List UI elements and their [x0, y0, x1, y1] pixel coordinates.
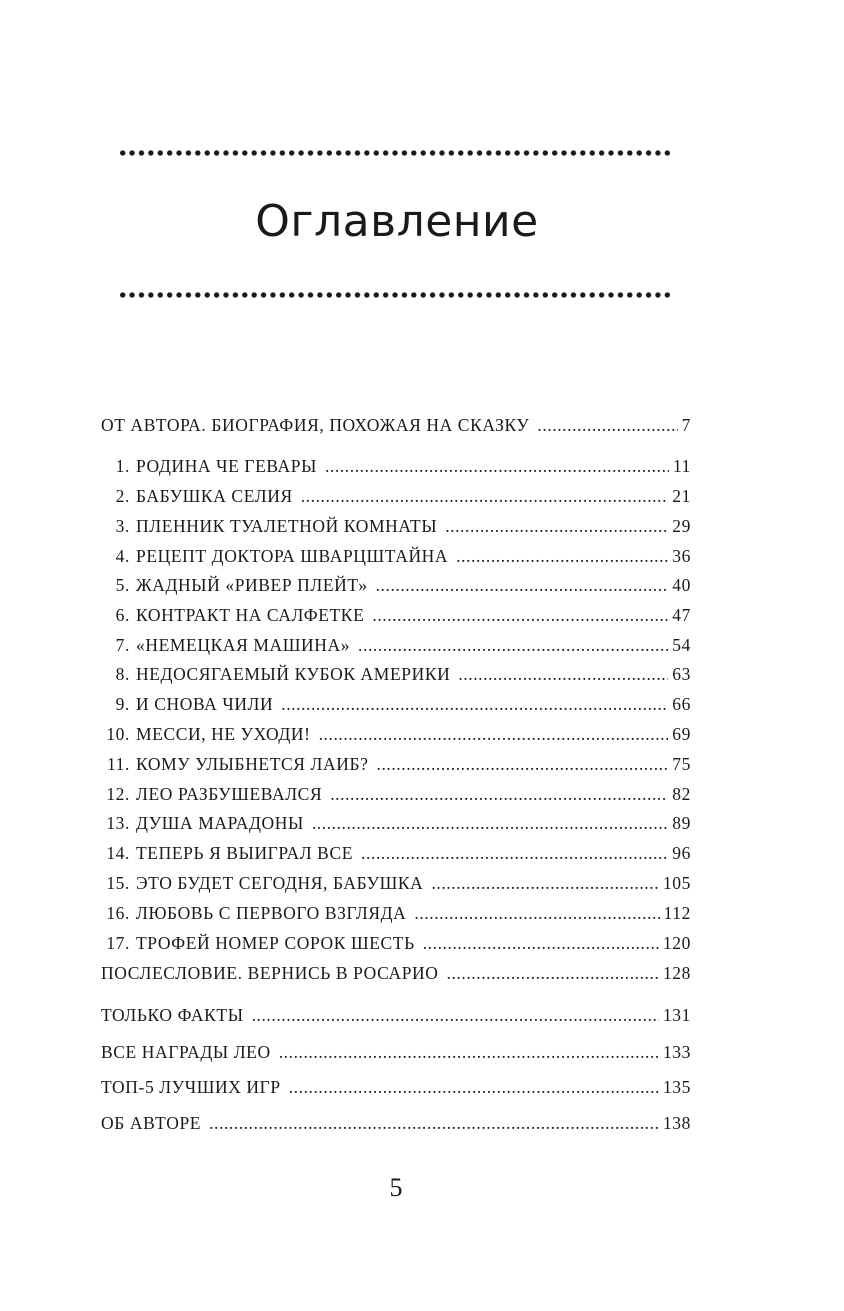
toc-entry-chapter[interactable]: [101, 781, 691, 807]
chapter-number: 6.: [115, 605, 130, 625]
dot-leader: [279, 1039, 659, 1065]
chapter-number: 12.: [106, 784, 130, 804]
toc-entry-label: КОМУ УЛЫБНЕТСЯ ЛАИБ?: [136, 754, 369, 774]
toc-entry-preface[interactable]: [101, 412, 691, 438]
dot-leader: [252, 1002, 659, 1028]
toc-entry-label: ЛЕО РАЗБУШЕВАЛСЯ: [136, 784, 323, 804]
dot-leader: [312, 810, 668, 836]
chapter-number: 16.: [106, 903, 130, 923]
chapter-number: 15.: [106, 873, 130, 893]
dot-leader: [456, 543, 668, 569]
toc-entry-label: РОДИНА ЧЕ ГЕВАРЫ: [136, 456, 317, 476]
dotted-rule-top: [118, 148, 674, 158]
toc-entry-chapter[interactable]: [101, 453, 691, 479]
chapter-number: 17.: [106, 933, 130, 953]
toc-entry-page: 135: [662, 1077, 691, 1097]
toc-entry-chapter[interactable]: [101, 870, 691, 896]
toc-entry-label: ОБ АВТОРЕ: [101, 1113, 202, 1133]
chapter-number: 11.: [106, 754, 130, 774]
toc-entry-label: ПОСЛЕСЛОВИЕ. ВЕРНИСЬ В РОСАРИО: [101, 963, 439, 983]
dot-leader: [445, 513, 668, 539]
toc-entry-page: 96: [672, 843, 691, 863]
toc-entry-chapter[interactable]: [101, 602, 691, 628]
toc-entry-label: ДУША МАРАДОНЫ: [136, 813, 304, 833]
dot-leader: [372, 602, 668, 628]
dot-leader: [431, 870, 659, 896]
toc-entry-page: 75: [672, 754, 691, 774]
chapter-number: 1.: [115, 456, 130, 476]
toc-entry-chapter[interactable]: [101, 721, 691, 747]
toc-entry-chapter[interactable]: [101, 810, 691, 836]
toc-entry-page: 131: [662, 1005, 691, 1025]
chapter-number: 7.: [115, 635, 130, 655]
toc-entry-page: 120: [662, 933, 691, 953]
chapter-number: 2.: [115, 486, 130, 506]
toc-entry-label: И СНОВА ЧИЛИ: [136, 694, 274, 714]
dot-leader: [361, 840, 668, 866]
toc-entry-page: 69: [672, 724, 691, 744]
dot-leader: [301, 483, 669, 509]
dot-leader: [325, 453, 669, 479]
chapter-number: 3.: [115, 516, 130, 536]
toc-entry-label: БАБУШКА СЕЛИЯ: [136, 486, 293, 506]
toc-entry-label: ЛЮБОВЬ С ПЕРВОГО ВЗГЛЯДА: [136, 903, 407, 923]
dot-leader: [330, 781, 668, 807]
dot-leader: [423, 930, 659, 956]
toc-entry-page: 82: [672, 784, 691, 804]
toc-entry-page: 11: [672, 456, 691, 476]
toc-entry-page: 138: [662, 1113, 691, 1133]
chapter-number: 9.: [115, 694, 130, 714]
toc-entry-page: 40: [672, 575, 691, 595]
chapter-number: 10.: [106, 724, 130, 744]
toc-entry-chapter[interactable]: [101, 543, 691, 569]
dotted-rule-bottom: [118, 290, 674, 300]
toc-entry-appendix[interactable]: [101, 1039, 691, 1065]
toc-entry-appendix[interactable]: [101, 1110, 691, 1136]
toc-entry-page: 133: [662, 1042, 691, 1062]
toc-entry-page: 128: [662, 963, 691, 983]
toc-entry-label: ПЛЕННИК ТУАЛЕТНОЙ КОМНАТЫ: [136, 516, 438, 536]
toc-entry-label: КОНТРАКТ НА САЛФЕТКЕ: [136, 605, 365, 625]
toc-entry-page: 21: [672, 486, 691, 506]
toc-entry-label: ТОЛЬКО ФАКТЫ: [101, 1005, 244, 1025]
chapter-number: 5.: [115, 575, 130, 595]
toc-entry-chapter[interactable]: [101, 483, 691, 509]
toc-entry-appendix[interactable]: [101, 1002, 691, 1028]
toc-entry-label: РЕЦЕПТ ДОКТОРА ШВАРЦШТАЙНА: [136, 546, 449, 566]
dot-leader: [458, 661, 668, 687]
toc-entry-label: ЭТО БУДЕТ СЕГОДНЯ, БАБУШКА: [136, 873, 424, 893]
toc-entry-chapter[interactable]: [101, 632, 691, 658]
toc-entry-chapter[interactable]: [101, 751, 691, 777]
dot-leader: [358, 632, 668, 658]
toc-entry-label: ВСЕ НАГРАДЫ ЛЕО: [101, 1042, 271, 1062]
dot-leader: [209, 1110, 659, 1136]
toc-entry-label: ОТ АВТОРА. БИОГРАФИЯ, ПОХОЖАЯ НА СКАЗКУ: [101, 415, 530, 435]
chapter-number: 14.: [106, 843, 130, 863]
toc-entry-chapter[interactable]: [101, 900, 691, 926]
toc-entry-afterword[interactable]: [101, 960, 691, 986]
toc-entry-label: ТЕПЕРЬ Я ВЫИГРАЛ ВСЕ: [136, 843, 354, 863]
toc-entry-page: 89: [672, 813, 691, 833]
toc-entry-chapter[interactable]: [101, 572, 691, 598]
toc-entry-page: 36: [672, 546, 691, 566]
dot-leader: [447, 960, 659, 986]
toc-entry-page: 54: [672, 635, 691, 655]
dot-leader: [289, 1074, 659, 1100]
toc-entry-page: 29: [672, 516, 691, 536]
page-title: Оглавление: [255, 196, 539, 247]
toc-entry-label: ЖАДНЫЙ «РИВЕР ПЛЕЙТ»: [136, 575, 368, 595]
chapter-number: 13.: [106, 813, 130, 833]
toc-entry-chapter[interactable]: [101, 840, 691, 866]
dot-leader: [281, 691, 668, 717]
toc-entry-page: 105: [662, 873, 691, 893]
chapter-number: 4.: [115, 546, 130, 566]
toc-entry-page: 63: [672, 664, 691, 684]
page-number: 5: [389, 1173, 403, 1202]
toc-entry-page: 112: [663, 903, 691, 923]
dot-leader: [537, 412, 677, 438]
toc-entry-page: 47: [672, 605, 691, 625]
toc-entry-page: 7: [681, 415, 691, 435]
dot-leader: [377, 751, 669, 777]
toc-entry-chapter[interactable]: [101, 513, 691, 539]
toc-entry-chapter[interactable]: [101, 661, 691, 687]
toc-entry-chapter[interactable]: [101, 930, 691, 956]
toc-entry-label: МЕССИ, НЕ УХОДИ!: [136, 724, 311, 744]
chapter-number: 8.: [115, 664, 130, 684]
toc-entry-label: ТРОФЕЙ НОМЕР СОРОК ШЕСТЬ: [136, 933, 415, 953]
toc-entry-label: ТОП-5 ЛУЧШИХ ИГР: [101, 1077, 281, 1097]
toc-entry-appendix[interactable]: [101, 1074, 691, 1100]
toc-entry-chapter[interactable]: [101, 691, 691, 717]
toc-entry-label: «НЕМЕЦКАЯ МАШИНА»: [136, 635, 351, 655]
toc-entry-label: НЕДОСЯГАЕМЫЙ КУБОК АМЕРИКИ: [136, 664, 451, 684]
dot-leader: [376, 572, 669, 598]
dot-leader: [414, 900, 659, 926]
toc-entry-page: 66: [672, 694, 691, 714]
dot-leader: [319, 721, 669, 747]
